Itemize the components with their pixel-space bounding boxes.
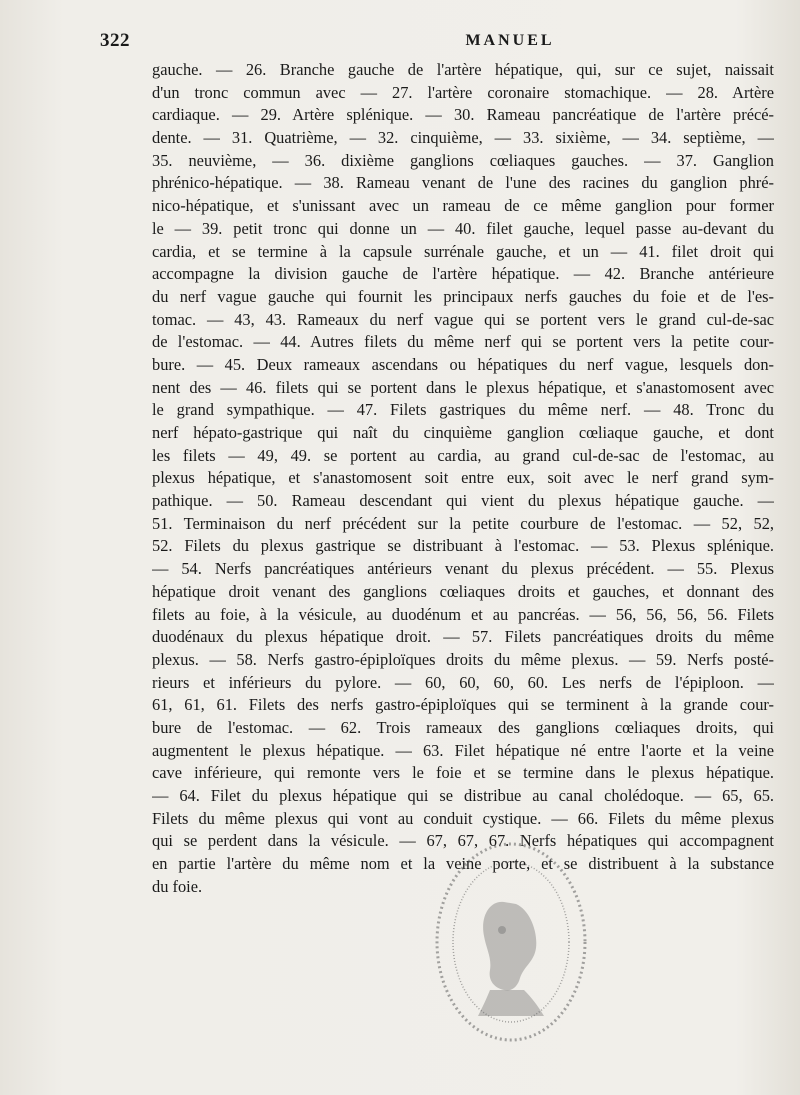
text-line: d'un tronc commun avec — 27. l'artère coronaire stomachique. — 28. Artère (152, 82, 774, 102)
text-line: cardiaque. — 29. Artère splénique. — 30. Rameau pancréatique de l'artère précé- (152, 105, 774, 125)
text-line: cardia, et se termine à la capsule surrénale gauche, et un — 41. filet droit qui (152, 241, 774, 261)
text-line: nerf hépato-gastrique qui naît du cinquième ganglion cœliaque gauche, et dont (152, 423, 774, 442)
text-line: 52. Filets du plexus gastrique se distribuant à l'estomac. — 53. Plexus splénique. (152, 536, 774, 556)
text-line: filets au foie, à la vésicule, au duodénum et au pancréas. — 56, 56, 56, 56. Filets (152, 604, 774, 624)
body-text (152, 59, 774, 898)
text-line: le — 39. petit tronc qui donne un — 40. filet gauche, lequel passe au-devant du (152, 218, 774, 238)
text-line: plexus hépatique, et s'anastomosent soit entre eux, soit avec le nerf grand sym- (152, 468, 774, 488)
text-line: bure. — 45. Deux rameaux ascendans ou hépatiques du nerf vague, lesquels don- (152, 354, 774, 374)
text-line: dente. — 31. Quatrième, — 32. cinquième, — 33. sixième, — 34. septième, — (152, 128, 774, 148)
text-line: 51. Terminaison du nerf précédent sur la petite courbure de l'estomac. — 52, 52, (152, 513, 774, 533)
text-line: en partie l'artère du même nom et la veine porte, et se distribuent à la substance (152, 854, 774, 874)
text-line: les filets — 49, 49. se portent au cardia, au grand cul-de-sac de l'estomac, au (152, 445, 774, 465)
text-line: nent des — 46. filets qui se portent dans le plexus hépatique, et s'anastomosent avec (152, 377, 774, 397)
page-number: 322 (100, 30, 130, 51)
text-line: Filets du même plexus qui vont au conduit cystique. — 66. Filets du même plexus (152, 808, 774, 828)
text-line: de l'estomac. — 44. Autres filets du même nerf qui se portent vers la petite cour- (152, 332, 774, 352)
text-line: accompagne la division gauche de l'artère hépatique. — 42. Branche antérieure (152, 264, 774, 284)
text-line: du nerf vague gauche qui fournit les principaux nerfs gauches du foie et de l'es- (152, 286, 774, 306)
text-line: plexus. — 58. Nerfs gastro-épiploïques droits du même plexus. — 59. Nerfs posté- (152, 649, 774, 669)
text-line: phrénico-hépatique. — 38. Rameau venant de l'une des racines du ganglion phré- (152, 173, 774, 193)
text-line: tomac. — 43, 43. Rameaux du nerf vague qui se portent vers le grand cul-de-sac (152, 309, 774, 329)
text-line: — 64. Filet du plexus hépatique qui se distribue au canal cholédoque. — 65, 65. (152, 786, 774, 805)
text-line: — 54. Nerfs pancréatiques antérieurs venant du plexus précédent. — 55. Plexus (152, 559, 774, 579)
text-line: pathique. — 50. Rameau descendant qui vient du plexus hépatique gauche. — (152, 491, 774, 511)
text-line: nico-hépatique, et s'unissant avec un rameau de ce même ganglion pour former (152, 196, 774, 216)
text-line: hépatique droit venant des ganglions cœliaques droits et gauches, et donnant des (152, 581, 774, 601)
text-line: 61, 61, 61. Filets des nerfs gastro-épiploïques qui se terminent à la grande cour- (152, 695, 774, 715)
text-line: cave inférieure, qui remonte vers le foie et se termine dans le plexus hépatique. (152, 763, 774, 783)
text-line: gauche. — 26. Branche gauche de l'artère hépatique, qui, sur ce sujet, naissait (152, 60, 774, 79)
text-line: augmentent le plexus hépatique. — 63. Filet hépatique né entre l'aorte et la veine (152, 740, 774, 760)
text-line: 35. neuvième, — 36. dixième ganglions cœliaques gauches. — 37. Ganglion (152, 150, 774, 170)
page-header (100, 30, 780, 54)
text-line: qui se perdent dans la vésicule. — 67, 67, 67. Nerfs hépatiques qui accompagnent (152, 831, 774, 851)
running-head: MANUEL (465, 32, 555, 49)
text-line: rieurs et inférieurs du pylore. — 60, 60, 60, 60. Les nerfs de l'épiploon. — (152, 672, 774, 692)
library-stamp-icon (432, 840, 590, 1045)
text-line: duodénaux du plexus hépatique droit. — 57. Filets pancréatiques droits du même (152, 627, 774, 647)
text-line: le grand sympathique. — 47. Filets gastriques du même nerf. — 48. Tronc du (152, 400, 774, 420)
text-line: du foie. (152, 876, 203, 896)
text-line: bure de l'estomac. — 62. Trois rameaux des ganglions cœliaques droits, qui (152, 717, 774, 737)
